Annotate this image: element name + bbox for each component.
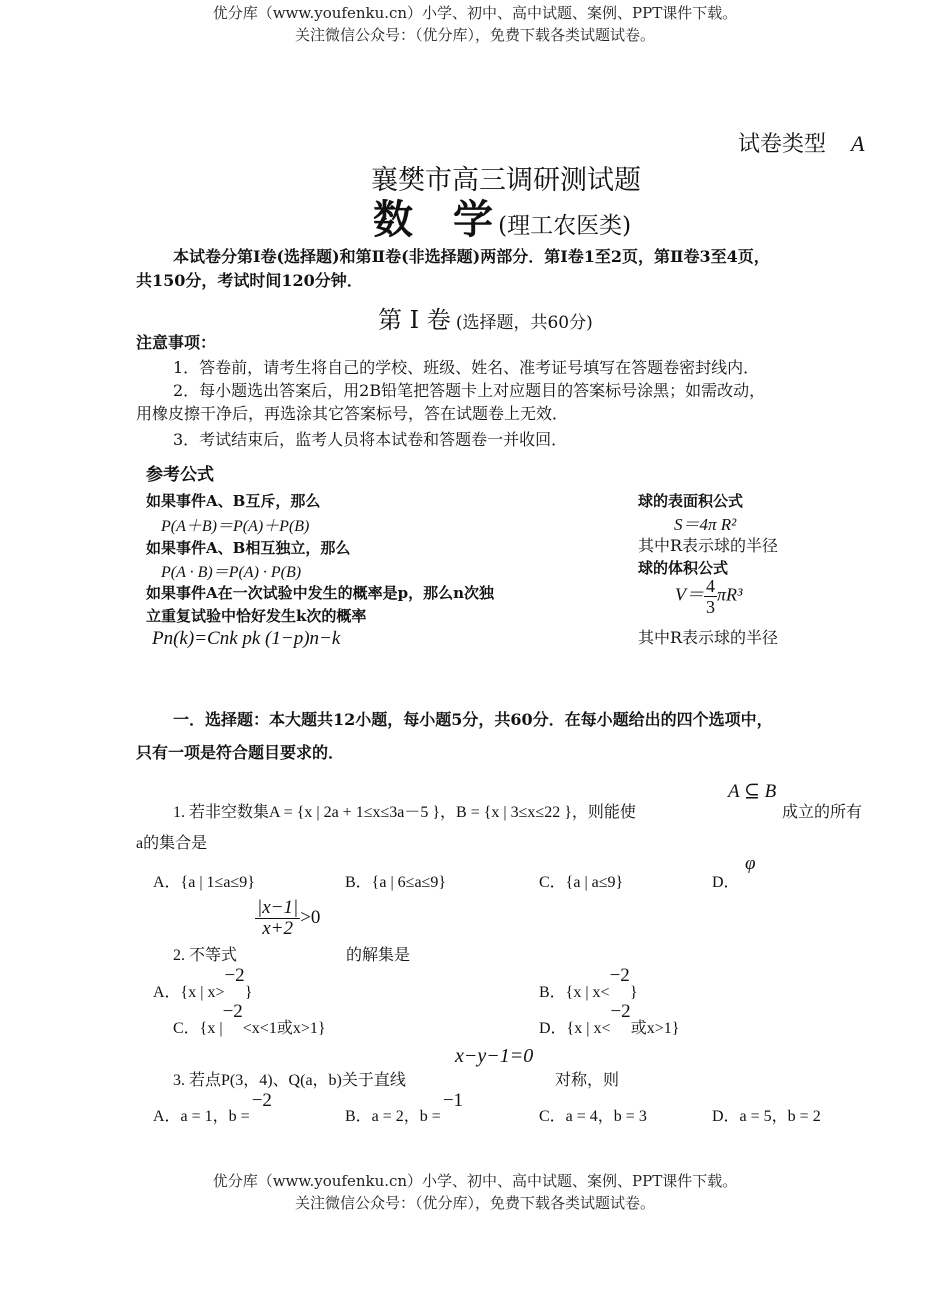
q2-option-d[interactable] [539, 1001, 680, 1039]
formula-left-label-3: 如果事件A在一次试验中发生的概率是p，那么n次独 [146, 584, 495, 602]
section-1-title: 第 Ⅰ 卷 [378, 306, 451, 334]
q3-option-b-value: −1 [442, 1090, 464, 1111]
q2-option-c[interactable] [173, 1001, 326, 1039]
intro-line-1: 本试卷分第Ⅰ卷(选择题)和第Ⅱ卷(非选择题)两部分．第Ⅰ卷1至2页，第Ⅱ卷3至4页， [173, 247, 770, 266]
header-line-1: 优分库（www.youfenku.cn）小学、初中、高中试题、案例、PPT课件下载。 [212, 4, 738, 22]
q2-option-b-text: B．{x | x< [539, 984, 610, 1001]
q2-option-b-end: } [629, 984, 638, 1001]
q2-stem-end: 的解集是 [346, 945, 411, 964]
formula-right-label-3: 球的体积公式 [638, 559, 729, 577]
section-1-note: (选择题，共60分) [455, 313, 593, 333]
q1-option-b[interactable]: B．{a | 6≤a≤9} [345, 874, 447, 891]
q2-option-b-value: −2 [609, 965, 630, 986]
q3-stem: 3. 若点P(3，4)、Q(a，b)关于直线 [173, 1072, 406, 1089]
subject-name: 数 学 [373, 196, 493, 243]
q2-stem: 2. 不等式 [173, 947, 238, 964]
q3-option-b[interactable] [345, 1090, 464, 1127]
q1-subset-expression: A ⊆ B [728, 781, 777, 802]
q2-option-a-value: −2 [224, 965, 245, 986]
q1-stem-line-2: a的集合是 [136, 835, 208, 852]
formula-left-label-2: 如果事件A、B相互独立，那么 [146, 539, 351, 557]
q2-option-a[interactable] [153, 965, 253, 1003]
notice-item-2-line-2: 用橡皮擦干净后，再选涂其它答案标号，答在试题卷上无效． [136, 404, 569, 423]
volume-numerator: 4 [706, 576, 715, 596]
q2-inequality [255, 898, 320, 939]
formula-left-2: P(A · B)＝P(A) · P(B) [161, 564, 302, 581]
notice-item-1: 1．答卷前，请考生将自己的学校、班级、姓名、准考证号填写在答题卷密封线内． [173, 358, 760, 377]
q1-option-d-symbol: φ [745, 853, 756, 874]
formula-left-label-1: 如果事件A、B互斥，那么 [146, 492, 321, 510]
paper-type [738, 127, 864, 158]
formula-right-label-4: 其中R表示球的半径 [638, 628, 779, 647]
subject-category: (理工农医类) [498, 213, 632, 239]
header-line-2: 关注微信公众号：（优分库），免费下载各类试题试卷。 [294, 26, 655, 44]
notice-item-3: 3．考试结束后，监考人员将本试卷和答题卷一并收回． [173, 430, 568, 449]
formula-left-1: P(A＋B)＝P(A)＋P(B) [161, 518, 310, 535]
q2-option-a-text: A．{x | x> [153, 984, 225, 1001]
page-title: 襄樊市高三调研测试题 [371, 165, 641, 196]
q2-denominator: x+2 [262, 918, 293, 939]
volume-suffix: πR³ [717, 584, 743, 605]
q1-stem-end: 成立的所有 [782, 802, 863, 821]
part-1-line-1: 一．选择题：本大题共12小题，每小题5分，共60分．在每小题给出的四个选项中， [173, 710, 773, 729]
q2-option-c-end: <x<1或x>1} [242, 1020, 326, 1037]
footer-line-1: 优分库（www.youfenku.cn）小学、初中、高中试题、案例、PPT课件下载。 [212, 1172, 738, 1190]
q3-option-a-text: A．a = 1，b = [153, 1108, 250, 1125]
q2-option-d-text: D．{x | x< [539, 1020, 611, 1037]
q3-option-a-value: −2 [251, 1090, 272, 1111]
formula-right-label-1: 球的表面积公式 [638, 492, 744, 510]
paper-type-label: 试卷类型 [738, 132, 827, 157]
footer-line-2: 关注微信公众号：（优分库），免费下载各类试题试卷。 [294, 1194, 655, 1212]
section-1-heading [378, 300, 593, 335]
q3-option-a[interactable] [153, 1090, 272, 1127]
volume-denominator: 3 [706, 597, 715, 617]
q3-stem-end: 对称，则 [555, 1070, 620, 1089]
q2-gt: >0 [300, 906, 321, 928]
q3-line-equation: x−y−1=0 [455, 1045, 534, 1067]
subject-heading [373, 188, 631, 245]
q2-option-c-value: −2 [222, 1001, 243, 1022]
q1-option-d[interactable]: D． [712, 874, 740, 891]
notice-title: 注意事项： [136, 333, 217, 352]
q1-stem: 1. 若非空数集A = {x | 2a + 1≤x≤3a－5 }，B = {x | 3≤x≤22 }，则能使 [173, 804, 636, 821]
formula-right-label-2: 其中R表示球的半径 [638, 536, 779, 555]
volume-prefix: V＝ [675, 584, 704, 605]
intro-line-2: 共150分，考试时间120分钟． [136, 271, 363, 290]
q2-numerator: |x−1| [257, 897, 299, 918]
q2-option-d-value: −2 [610, 1001, 631, 1022]
formulas-title: 参考公式 [146, 465, 214, 485]
notice-item-2-line-1: 2．每小题选出答案后，用2B铅笔把答题卡上对应题目的答案标号涂黑；如需改动， [173, 381, 766, 400]
q2-option-b[interactable] [539, 965, 638, 1003]
q2-option-d-end: 或x>1} [630, 1020, 680, 1037]
q3-option-d[interactable]: D．a = 5，b = 2 [712, 1108, 821, 1125]
q2-option-a-end: } [244, 984, 253, 1001]
q1-option-a[interactable]: A．{a | 1≤a≤9} [153, 874, 255, 891]
formula-binomial: Pn(k)=Cnk pk (1−p)n−k [152, 628, 341, 649]
paper-type-value: A [851, 131, 865, 156]
q3-option-c[interactable]: C．a = 4，b = 3 [539, 1108, 647, 1125]
q3-option-b-text: B．a = 2，b = [345, 1108, 441, 1125]
formula-sphere-area: S＝4π R² [674, 515, 737, 534]
part-1-line-2: 只有一项是符合题目要求的． [136, 743, 345, 762]
formula-left-label-4: 立重复试验中恰好发生k次的概率 [146, 607, 367, 625]
q1-option-c[interactable]: C．{a | a≤9} [539, 874, 624, 891]
q2-option-c-text: C．{x | [173, 1020, 223, 1037]
formula-sphere-volume [675, 576, 742, 617]
